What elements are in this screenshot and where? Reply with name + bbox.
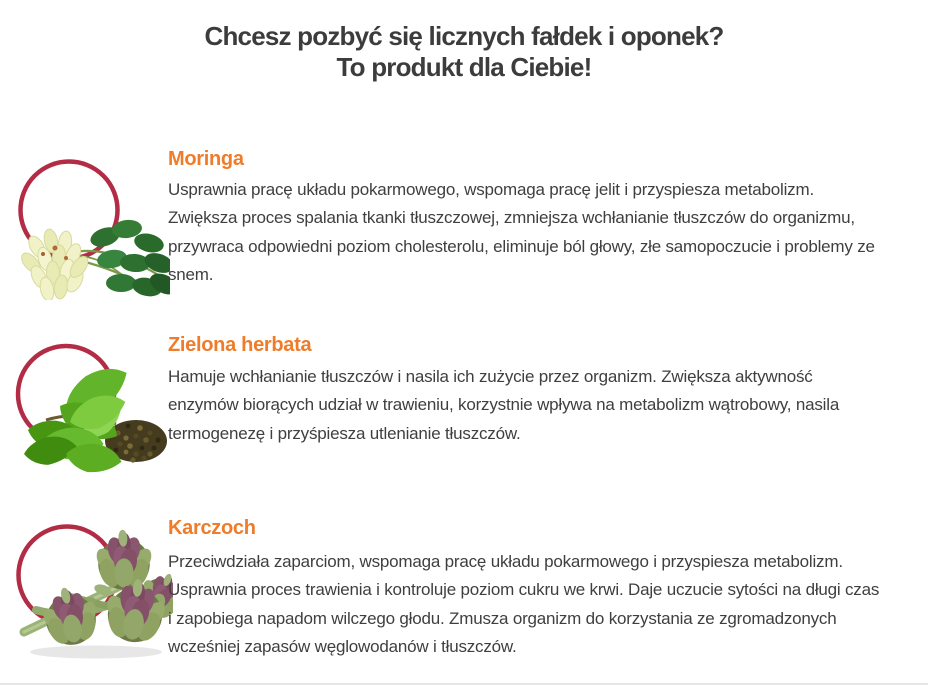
green-tea-photo [8,338,170,476]
ingredient-heading-artichoke: Karczoch [168,517,256,539]
moringa-photo [8,150,170,300]
page-title-line1: Chcesz pozbyć się licznych fałdek i oponek? [204,21,724,51]
green-tea-illustration-icon [8,338,170,476]
moringa-illustration-icon [8,150,170,300]
ingredient-heading-green-tea: Zielona herbata [168,334,312,356]
ingredient-heading-moringa: Moringa [168,148,244,170]
artichoke-illustration-icon [8,512,173,664]
ingredient-description-artichoke: Przeciwdziała zaparciom, wspomaga pracę układu pokarmowego i przyspiesza metabolizm. Usprawnia proces trawienia i kontroluje poziom cukru we krwi. Daje uczucie sytości na długi czas i zapobiega napadom wilczego głodu. Zmusza organizm do korzystania ze zgromadzonych wcześniej zapasów węglowodanów i tłuszczów. [168,552,880,657]
ingredient-description-moringa: Usprawnia pracę układu pokarmowego, wspomaga pracę jelit i przyspiesza metabolizm. Zwiększa proces spalania tkanki tłuszczowej, zmniejsza wchłanianie tłuszczów do organizmu, przywraca odpowiedni poziom cholesterolu, eliminuje ból głowy, złe samopoczucie i problemy ze snem. [168,180,875,285]
page-title-line2: To produkt dla Ciebie! [336,52,592,82]
artichoke-photo [8,512,173,664]
page-title [0,21,928,83]
ingredient-description-green-tea: Hamuje wchłanianie tłuszczów i nasila ich zużycie przez organizm. Zwiększa aktywność enzymów biorących udział w trawieniu, korzystnie wpływa na metabolizm wątrobowy, nasila termogenezę i przyśpiesza utlenianie tłuszczów. [168,367,840,443]
